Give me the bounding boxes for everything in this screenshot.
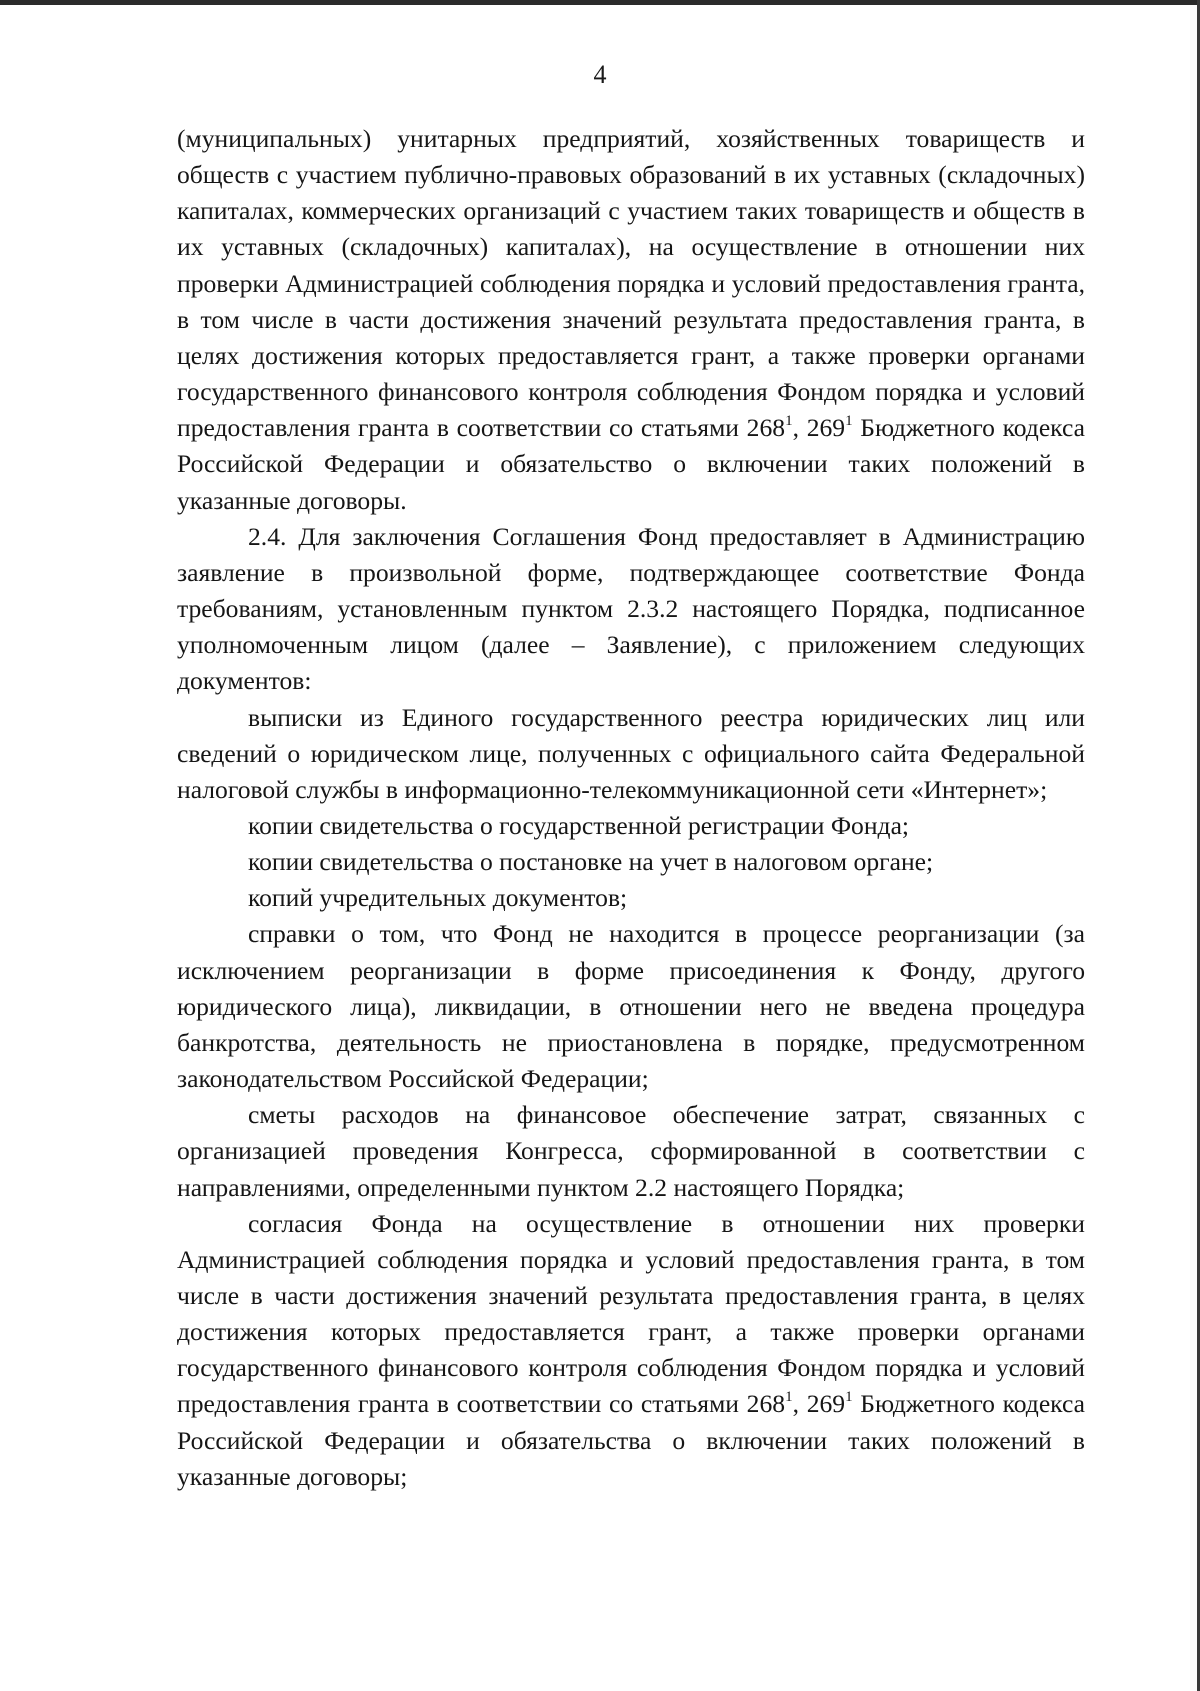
superscript: 1 [785, 413, 793, 430]
superscript: 1 [845, 413, 853, 430]
page-number: 4 [593, 60, 607, 89]
superscript: 1 [845, 1389, 853, 1406]
list-item-egrul-extract: выписки из Единого государственного реестра юридических лиц или сведений о юридическом лице, полученных с официального сайта Федеральной налоговой службы в информационно-телекоммуникационной сети «Интернет»; [177, 702, 1085, 804]
list-item-tax-certificate: копии свидетельства о постановке на учет в налоговом органе; [248, 847, 934, 877]
list-item-expense-estimate: сметы расходов на финансовое обеспечение затрат, связанных с организацией проведения Конгресса, сформированной в соответствии с направлениями, определенными пунктом 2.2 настоящего Порядка; [177, 1100, 1085, 1202]
superscript: 1 [785, 1389, 793, 1406]
scan-edge-top [0, 0, 1200, 5]
list-item-registration-certificate: копии свидетельства о государственной регистрации Фонда; [248, 810, 910, 840]
paragraph-continuation: (муниципальных) унитарных предприятий, хозяйственных товариществ и обществ с участием публично-правовых образований в их уставных (складочных) капиталах, коммерческих организаций с участием таких товариществ и обществ в их уставных (складочных) капиталах), на осуществление в отношении них проверки Администрацией соблюдения порядка и условий предоставления гранта, в том числе в части достижения значений результата предоставления гранта, в целях достижения которых предоставляется грант, а также проверки органами государственного финансового контроля соблюдения Фондом порядка и условий предоставления гранта в соответствии со статьями $268^1$, $269^1$ Бюджетного кодекса Российской Федерации и обязательство о включении таких положений в указанные договоры. [177, 124, 1086, 515]
document-body [177, 121, 1085, 1495]
list-item-founding-documents: копий учредительных документов; [248, 883, 628, 913]
list-item-reorganization-statement: справки о том, что Фонд не находится в процессе реорганизации (за исключением реорганизации в форме присоединения к Фонду, другого юридического лица), ликвидации, в отношении него не введена процедура банкротства, деятельность не приостановлена в порядке, предусмотренном законодательством Российской Федерации; [177, 919, 1085, 1094]
list-item-fund-consent: согласия Фонда на осуществление в отношении них проверки Администрацией соблюдения порядка и условий предоставления гранта, в том числе в части достижения значений результата предоставления гранта, в целях достижения которых предоставляется грант, а также проверки органами государственного финансового контроля соблюдения Фондом порядка и условий предоставления гранта в соответствии со статьями $268^1$, $269^1$ Бюджетного кодекса Российской Федерации и обязательства о включении таких положений в указанные договоры; [177, 1208, 1086, 1491]
paragraph-2-4: 2.4. Для заключения Соглашения Фонд предоставляет в Администрацию заявление в произвольной форме, подтверждающее соответствие Фонда требованиям, установленным пунктом 2.3.2 настоящего Порядка, подписанное уполномоченным лицом (далее – Заявление), с приложением следующих документов: [177, 521, 1085, 696]
